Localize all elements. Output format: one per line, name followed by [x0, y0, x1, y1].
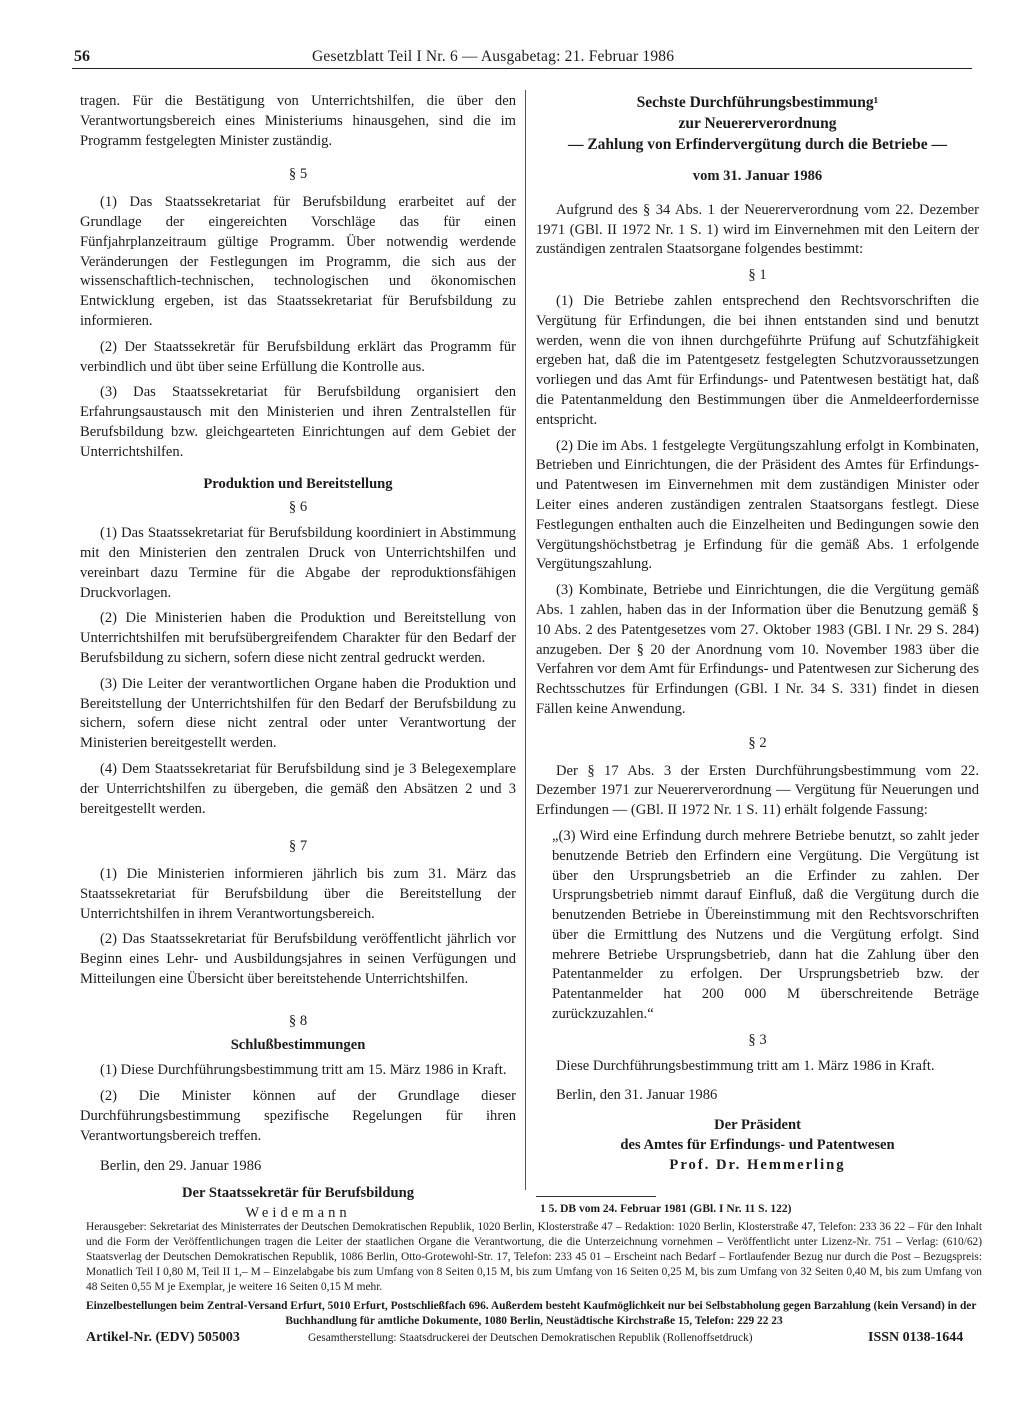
imprint — [86, 1220, 982, 1329]
paragraph: tragen. Für die Bestätigung von Unterrichtshilfen, die über den Verantwortungsbereich eines Ministeriums hinausgehen, sind die im Programm festgelegten Minister zuständig. — [80, 93, 516, 149]
paragraph: (2) Die Ministerien haben die Produktion und Bereitstellung von Unterrichtshilfen mit berufsübergreifendem Charakter für den Bedarf der Berufsbildung zu sichern, sofern diese nicht zentral gedruckt werden. — [80, 610, 516, 666]
paragraph: (2) Das Staatssekretariat für Berufsbildung veröffentlicht jährlich vor Beginn eines Lehr- und Ausbildungsjahres in seinen Verfügungen und Mitteilungen eine Übersicht über bereitstehende Unterrichtshilfen. — [80, 931, 516, 988]
footnote: 1 5. DB vom 24. Februar 1981 (GBl. I Nr. 11 S. 122) — [540, 1202, 792, 1215]
title-line: Sechste Durchführungsbestimmung¹ — [636, 94, 879, 111]
paragraph: (2) Der Staatssekretär für Berufsbildung erklärt das Programm für verbindlich und übt über seine Erfüllung die Kontrolle aus. — [80, 338, 516, 375]
signature-name: Weidemann — [245, 1205, 351, 1222]
page-number: 56 — [74, 48, 90, 65]
footnote-rule — [536, 1196, 656, 1197]
paragraph: Diese Durchführungsbestimmung tritt am 1. März 1986 in Kraft. — [556, 1057, 935, 1074]
section-heading: § 1 — [748, 267, 767, 284]
section-heading: § 8 — [288, 1012, 308, 1029]
subheading: Schlußbestimmungen — [230, 1036, 366, 1053]
paragraph: (3) Die Leiter der verantwortlichen Organe haben die Produktion und Bereitstellung der Unterrichtshilfen für den Bedarf der Berufsbildung zu sichern, sofern diese nicht zentral oder unter Verantwortung der Ministerien bereitgestellt werden. — [80, 675, 516, 752]
section-heading: § 6 — [288, 499, 308, 516]
signature-title: Der Staatssekretär für Berufsbildung — [181, 1185, 415, 1202]
paragraph: (3) Kombinate, Betriebe und Einrichtungen, die die Vergütung gemäß Abs. 1 zahlen, haben das in der Information über die Benutzung gemäß § 10 Abs. 2 des Patentgesetzes vom 27. Oktober 1983 (GBl. I Nr. 29 S. 284) anzugeben. Der § 20 der Anordnung vom 10. November 1983 über die Verfahren vor dem Amt für Erfindungs- und Patentwesen zur Sicherung des Rechtsschutzes für Erfindungen (GBl. I Nr. 34 S. 331) findet in diesen Fällen keine Anwendung. — [536, 582, 979, 717]
paragraph: (1) Das Staatssekretariat für Berufsbildung koordiniert in Abstimmung mit den Ministerien den zentralen Druck von Unterrichtshilfen und vereinbart dazu Termine für die Abgabe der reproduktionsfähigen Druckvorlagen. — [80, 525, 516, 601]
signature-name: Prof. Dr. Hemmerling — [669, 1156, 846, 1173]
left-column — [80, 92, 516, 1224]
section-heading: § 5 — [288, 166, 308, 183]
signature-title: Der Präsident — [714, 1117, 801, 1134]
issn: ISSN 0138-1644 — [868, 1330, 964, 1345]
article-number: Artikel-Nr. (EDV) 505003 — [86, 1330, 240, 1345]
gazette-title: Gesetzblatt Teil I Nr. 6 — Ausgabetag: 21. Februar 1986 — [312, 48, 675, 65]
paragraph: (2) Die Minister können auf der Grundlage dieser Durchführungsbestimmung spezifische Regelungen für ihren Verantwortungsbereich treffen. — [80, 1088, 516, 1144]
order-info: Einzelbestellungen beim Zentral-Versand Erfurt, 5010 Erfurt, Postschließfach 696. Außerdem besteht Kaufmöglichkeit nur bei Selbstabholung gegen Barzahlung (kein Versand) in der — [86, 1300, 977, 1312]
paragraph: Der § 17 Abs. 3 der Ersten Durchführungsbestimmung vom 22. Dezember 1971 zur Neuererverordnung — Vergütung für Neuerungen und Erfindungen — (GBl. II 1972 Nr. 1 S. 11) erhält folgende Fassung: — [536, 762, 979, 819]
order-info: Buchhandlung für amtliche Dokumente, 1080 Berlin, Neustädtische Kirchstraße 15, Telefon: 229 22 23 — [285, 1315, 783, 1327]
quoted-paragraph: „(3) Wird eine Erfindung durch mehrere Betriebe benutzt, so zahlt jeder benutzende Betrieb den Erfindern eine Vergütung. Die Vergütung ist über den Ursprungsbetrieb an die Erfinder zu zahlen. Der Ursprungsbetrieb nimmt darauf Einfluß, daß die Vergütung durch die benutzenden Betriebe in Übereinstimmung mit den Rechtsvorschriften über die Ermittlung des Nutzens und die Vergütung erfolgt. Sind mehrere Betriebe Ursprungsbetrieb, dann hat die Zahlung über den Patentanmelder zu erfolgen. Der Ursprungsbetrieb bzw. der Patentanmelder hat 200 000 M überschreitende Beträge zurückzuzahlen.“ — [552, 827, 979, 1023]
paragraph: (1) Das Staatssekretariat für Berufsbildung erarbeitet auf der Grundlage der eingereichten Vorschläge das für einen Fünfjahrplanzeitraum gültige Programm. Über notwendig werdende Veränderungen der Festlegungen im Programm, die sich aus der wissenschaftlich-technischen, technologischen und ökonomischen Entwicklung ergeben, ist das Staatssekretariat für Berufsbildung zu informieren. — [80, 194, 516, 329]
printer-info: Gesamtherstellung: Staatsdruckerei der Deutschen Demokratischen Republik (Rollenoffsetdruck) — [308, 1332, 753, 1344]
paragraph: (2) Die im Abs. 1 festgelegte Vergütungszahlung erfolgt in Kombinaten, Betrieben und Einrichtungen, die der Präsident des Amtes für Erfindungs- und Patentwesen im Einvernehmen mit dem zuständigen Minister oder Leiter eines anderen zuständigen zentralen Staatsorgans festlegt. Diese Festlegungen enthalten auch die Einzelheiten und Bedingungen sowie den Vergütungshöchstbetrag je Erfindung für die gemäß Abs. 1 erfolgende Vergütungszahlung. — [536, 437, 979, 573]
title-line: — Zahlung von Erfindervergütung durch die Betriebe — — [567, 136, 948, 153]
imprint-text: Herausgeber: Sekretariat des Ministerrates der Deutschen Demokratischen Republik, 1020 Berlin, Klosterstraße 47 – Redaktion: 1020 Berlin, Klosterstraße 47, Telefon: 233 36 22 – Für den Inhalt und die Form der Veröffentlichungen tragen die Leiter der staatlichen Organe die Verantwortung, die die Unterzeichnung vornehmen – Veröffentlicht unter Lizenz-Nr. 751 – Verlag: (610/62) Staatsverlag der Deutschen Demokratischen Republik, 1086 Berlin, Otto-Grotewohl-Str. 17, Telefon: 233 45 01 – Erscheint nach Bedarf – Fortlaufender Bezug nur durch die Post – Bezugspreis: Monatlich Teil I 0,80 M, Teil II 1,– M – Einzelabgabe bis zum Umfang von 8 Seiten 0,15 M, bis zum Umfang von 16 Seiten 0,25 M, bis zum Umfang von 32 Seiten 0,40 M, bis zum Umfang von 48 Seiten 0,55 M je Exemplar, je weitere 16 Seiten 0,15 M mehr. — [86, 1221, 982, 1293]
page-header — [72, 48, 972, 69]
paragraph: (1) Die Betriebe zahlen entsprechend den Rechtsvorschriften die Vergütung für Erfindungen, die bei ihnen entstanden sind und benutzt werden, wenn die von ihnen durchgeführte Prüfung auf Schutzfähigkeit ergeben hat, daß die im Patentgesetz festgelegten Schutzvoraussetzungen vorliegen und das Amt für Erfindungs- und Patentwesen bestätigt hat, daß die Patentanmeldung den Bestimmungen über die Anmeldeerfordernisse entspricht. — [536, 292, 979, 428]
right-column — [536, 92, 979, 1219]
place-date: Berlin, den 29. Januar 1986 — [100, 1157, 262, 1174]
paragraph: (1) Die Ministerien informieren jährlich bis zum 31. März das Staatssekretariat für Berufsbildung über die Bereitstellung der Unterrichtshilfen in ihrem Verantwortungsbereich. — [80, 866, 516, 922]
decree-date: vom 31. Januar 1986 — [692, 168, 823, 184]
paragraph: (4) Dem Staatssekretariat für Berufsbildung sind je 3 Belegexemplare der Unterrichtshilfen zu übergeben, die gemäß den Absätzen 2 und 3 bereitgestellt werden. — [80, 760, 516, 817]
paragraph: Aufgrund des § 34 Abs. 1 der Neuererverordnung vom 22. Dezember 1971 (GBl. II 1972 Nr. 1 S. 1) wird im Einvernehmen mit den Leitern der zuständigen zentralen Staatsorgane folgendes bestimmt: — [536, 201, 979, 258]
section-heading: § 7 — [288, 838, 308, 855]
section-heading: § 2 — [748, 734, 767, 751]
paragraph: (1) Diese Durchführungsbestimmung tritt am 15. März 1986 in Kraft. — [100, 1062, 507, 1079]
place-date: Berlin, den 31. Januar 1986 — [556, 1087, 718, 1104]
subheading: Produktion und Bereitstellung — [203, 475, 393, 492]
title-line: zur Neuererverordnung — [678, 115, 837, 132]
paragraph: (3) Das Staatssekretariat für Berufsbildung organisiert den Erfahrungsaustausch mit den Ministerien und ihren Zentralstellen für Berufsbildung bzw. gleichgearteten Einrichtungen auf dem Gebiet der Unterrichtshilfen. — [80, 384, 516, 460]
signature-title: des Amtes für Erfindungs- und Patentwesen — [620, 1137, 895, 1154]
section-heading: § 3 — [748, 1031, 767, 1048]
column-divider — [525, 90, 526, 1190]
decree-title — [536, 92, 979, 155]
